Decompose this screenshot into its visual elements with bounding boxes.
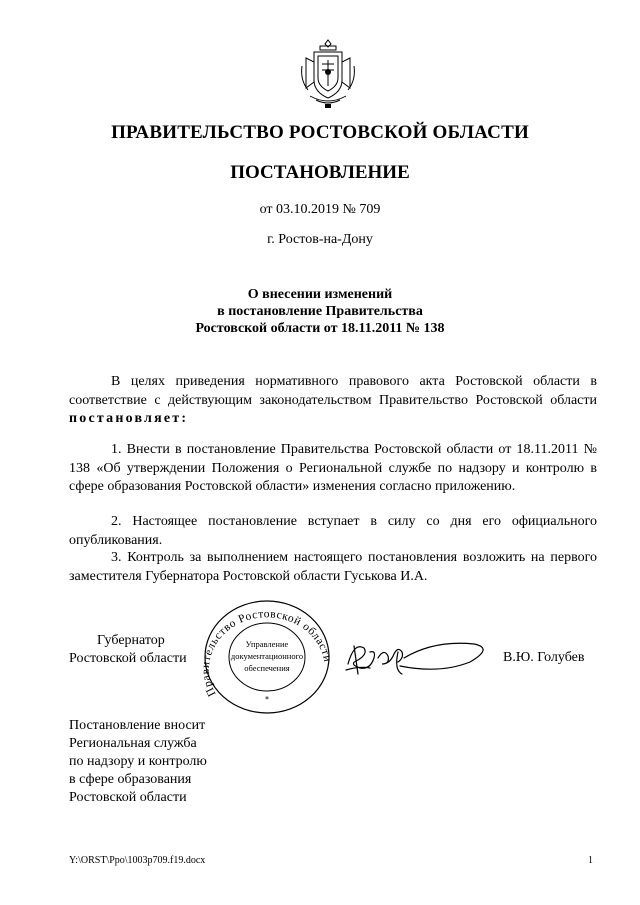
stamp-inner-line: Управление xyxy=(245,639,289,649)
signatory-title-line: Губернатор xyxy=(97,633,165,648)
stamp-inner-line: обеспечения xyxy=(244,663,290,673)
signatory-title-line: Ростовской области xyxy=(69,651,187,666)
submitted-by-note xyxy=(69,717,207,807)
footer-file-path: Y:\ORST\Ppo\1003p709.f19.docx xyxy=(69,855,206,866)
clause-text: 2. Настоящее постановление вступает в силу со дня его официального опубликования. xyxy=(69,514,597,548)
document-type: ПОСТАНОВЛЕНИЕ xyxy=(230,162,410,183)
subject-line: Ростовской области от 18.11.2011 № 138 xyxy=(195,321,445,336)
date-number-line: от 03.10.2019 № 709 xyxy=(259,202,381,217)
coat-of-arms-icon xyxy=(296,36,360,110)
resolution-verb: постановляет: xyxy=(69,411,189,426)
official-stamp xyxy=(200,598,334,716)
note-line: по надзору и контролю xyxy=(69,754,207,769)
document-subject xyxy=(0,286,640,337)
subject-line: О внесении изменений xyxy=(247,287,393,302)
handwritten-signature xyxy=(340,628,500,682)
city-line: г. Ростов-на-Дону xyxy=(267,232,373,247)
clause-3 xyxy=(69,549,597,586)
note-line: Постановление вносит xyxy=(69,718,206,733)
svg-text:*: * xyxy=(265,695,269,704)
page-number: 1 xyxy=(588,855,593,866)
note-line: Ростовской области xyxy=(69,790,187,805)
clause-text: 1. Внести в постановление Правительства Ростовской области от 18.11.2011 № 138 «Об утверждении Положения о Региональной службе по надзору и контролю в сфере образования Ростовской области» изменения согласно приложению. xyxy=(69,442,597,494)
preamble-paragraph xyxy=(69,373,597,429)
stamp-inner-line: документационного xyxy=(230,651,304,661)
note-line: Региональная служба xyxy=(69,736,197,751)
stamp-outer-text: Правительство Ростовской области xyxy=(200,608,334,699)
clause-text: 3. Контроль за выполнением настоящего постановления возложить на первого заместителя Губернатора Ростовской области Гуськова И.А. xyxy=(69,550,597,584)
preamble-text: В целях приведения нормативного правового акта Ростовской области в соответствие с действующим законодательством Правительство Ростовской области xyxy=(69,374,597,408)
signatory-title xyxy=(69,632,209,668)
note-line: в сфере образования xyxy=(69,772,192,787)
government-title: ПРАВИТЕЛЬСТВО РОСТОВСКОЙ ОБЛАСТИ xyxy=(111,122,529,143)
subject-line: в постановление Правительства xyxy=(217,304,423,319)
clause-1 xyxy=(69,441,597,497)
signatory-name: В.Ю. Голубев xyxy=(503,650,585,665)
clause-2 xyxy=(69,513,597,550)
